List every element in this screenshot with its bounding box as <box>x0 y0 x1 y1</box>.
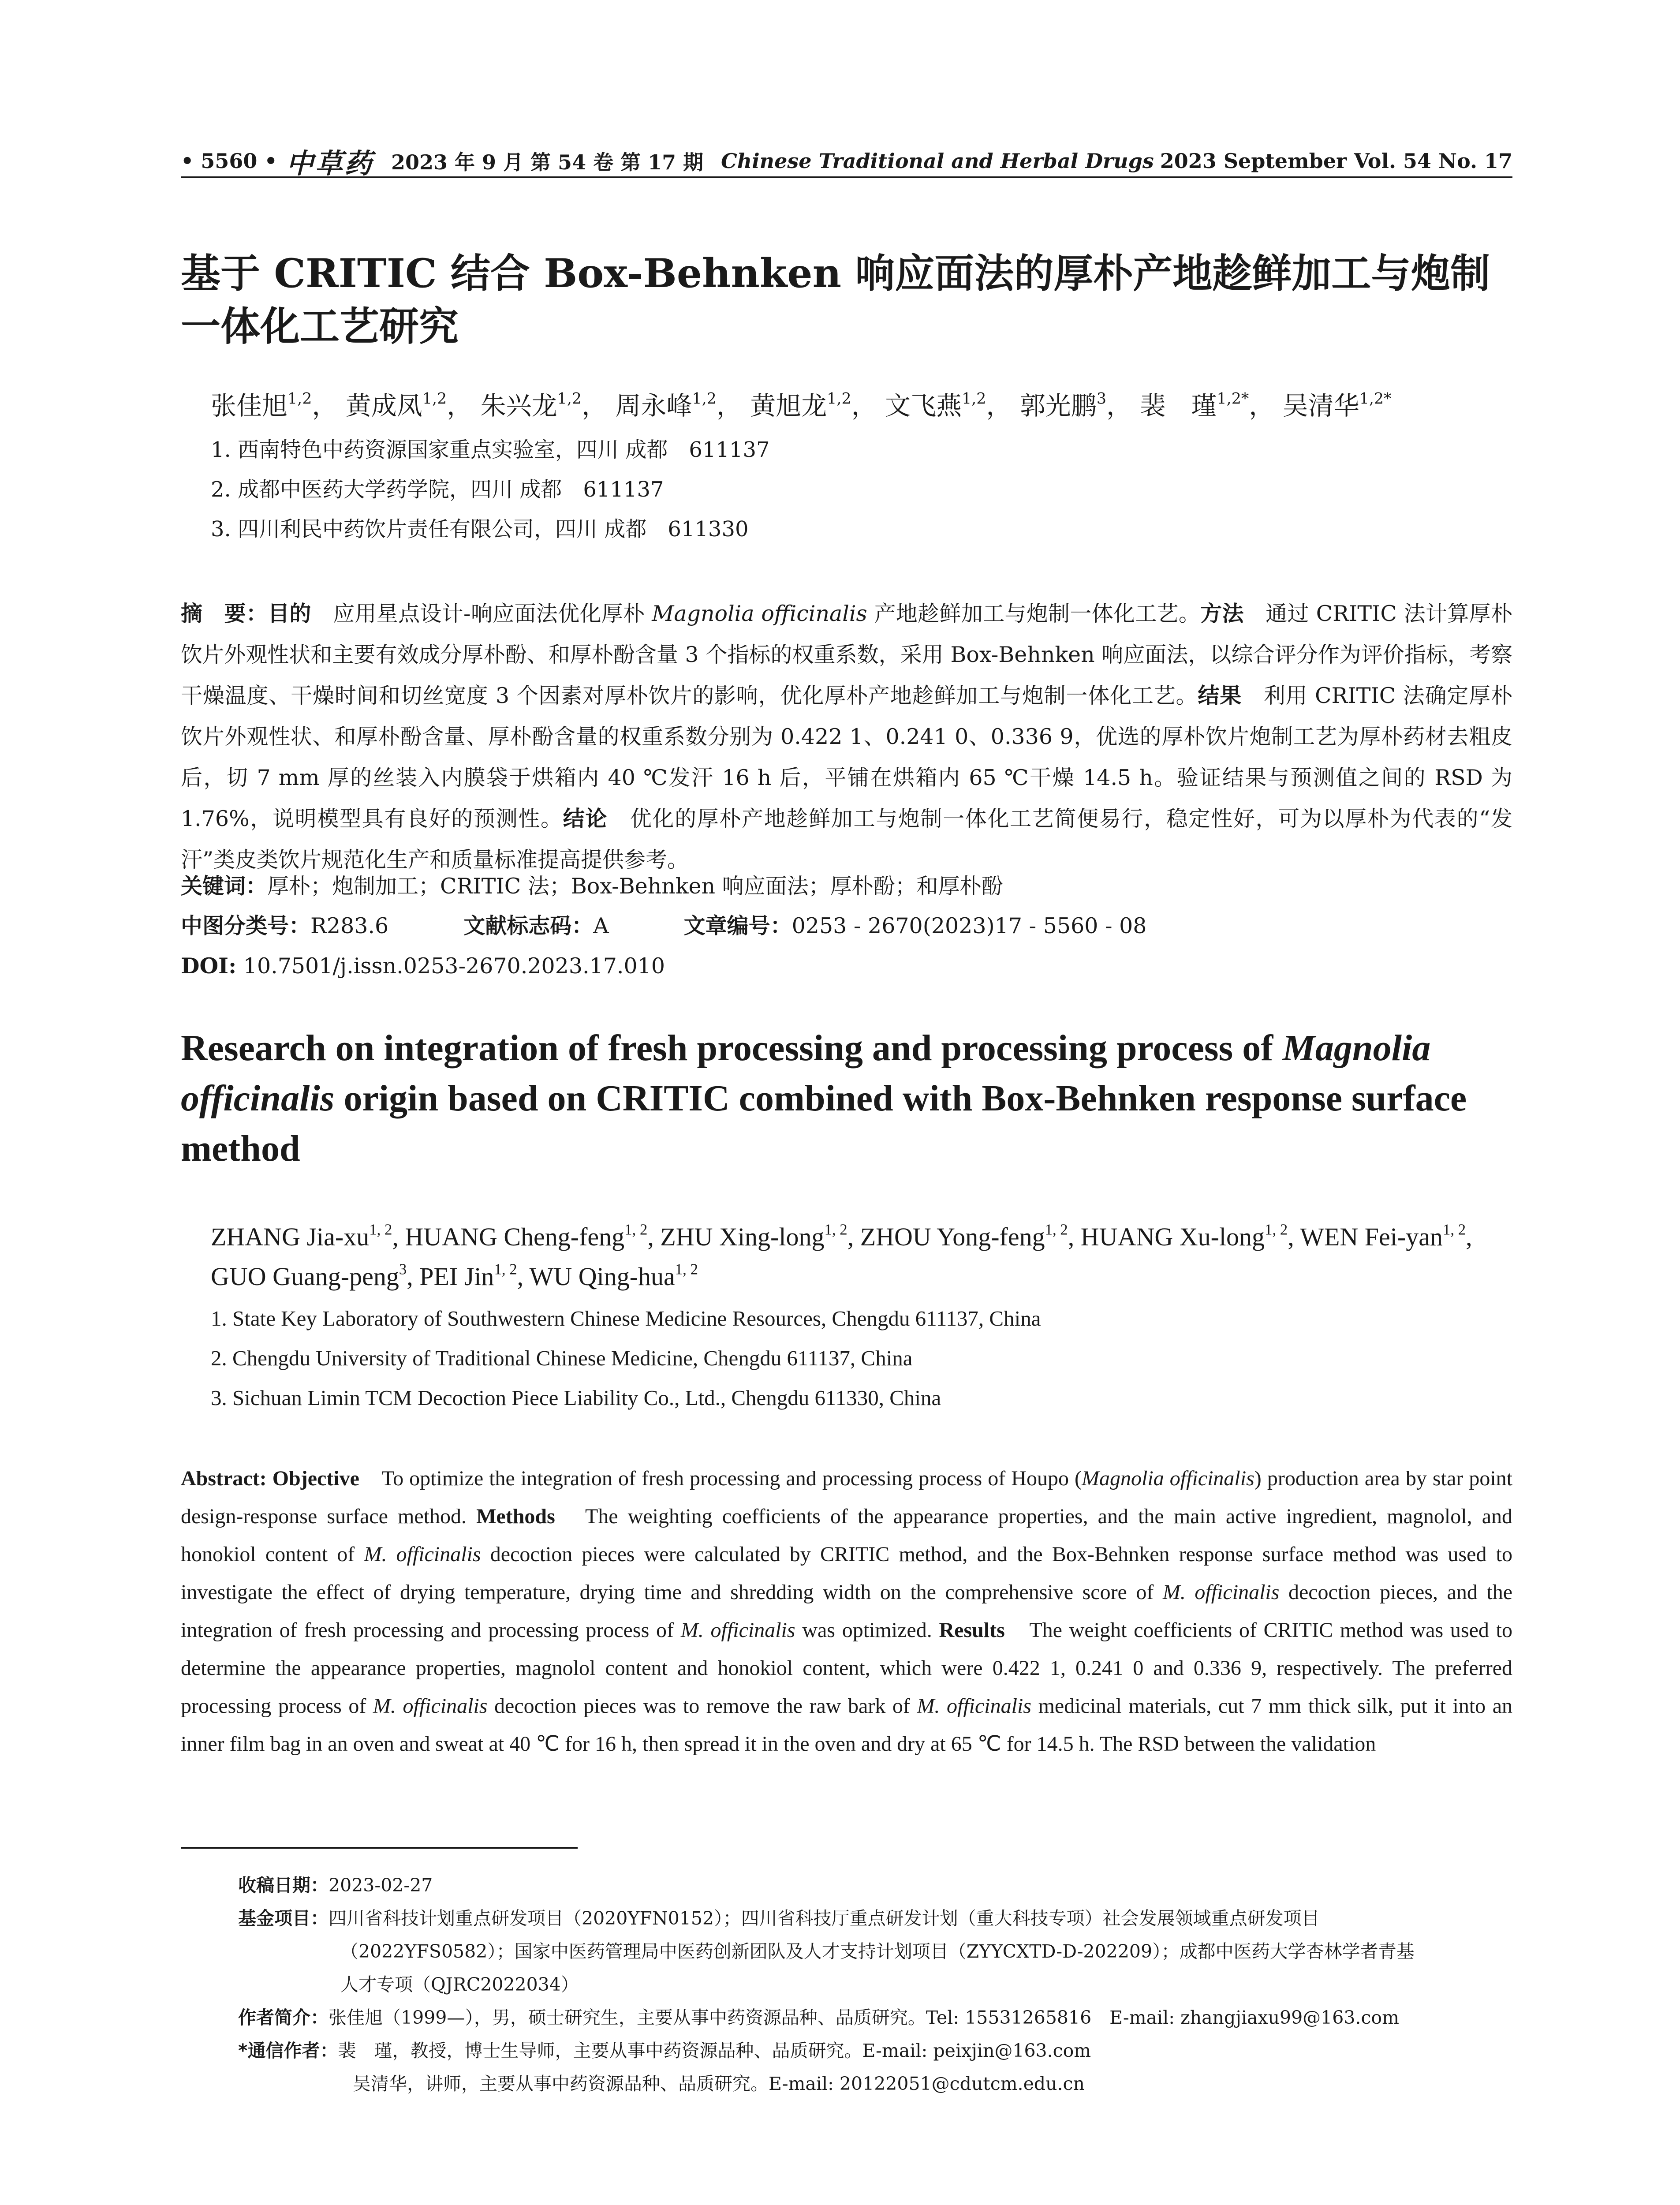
methods-cn-text: 通过 CRITIC 法计算厚朴饮片外观性状和主要有效成分厚朴酚、和厚朴酚含量 3 个指标的权重系数，采用 Box-Behnken 响应面法，以综合评分作为评价指标，考察干燥温度、干燥时间和切丝宽度 3 个因素对厚朴饮片的影响，优化厚朴产地趁鲜加工与炮制一体化工艺。 <box>181 601 1512 708</box>
footnote-corresponding: *通信作者：裴 瑾，教授，博士生导师，主要从事中药资源品种、品质研究。E-mail: peixjin@163.com <box>238 2040 1091 2061</box>
affiliation-cn: 1. 西南特色中药资源国家重点实验室，四川 成都 611137 <box>211 437 770 462</box>
footnote-corresponding-cont: 吴清华，讲师，主要从事中药资源品种、品质研究。E-mail: 20122051@cdutcm.edu.cn <box>353 2073 1085 2094</box>
conclusion-cn-label: 结论 <box>563 806 608 831</box>
author-cn: 黄旭龙$^{1,2}$， <box>750 390 877 421</box>
footnote-rule <box>181 1847 578 1849</box>
methods-cn-label: 方法 <box>1200 601 1244 626</box>
title-cn: 基于 CRITIC 结合 Box-Behnken 响应面法的厚朴产地趁鲜加工与炮制一体化工艺研究 <box>181 250 1490 350</box>
journal-logo: 中草药 <box>286 147 373 179</box>
author-en: HUANG Cheng-feng$^{1, 2}$, <box>405 1221 661 1251</box>
affiliation-cn: 3. 四川利民中药饮片责任有限公司，四川 成都 611330 <box>211 517 749 542</box>
doi-link[interactable]: 10.7501/j.issn.0253-2670.2023.17.010 <box>243 953 665 979</box>
results-cn-text: 利用 CRITIC 法确定厚朴饮片外观性状、和厚朴酚含量、厚朴酚含量的权重系数分别为 0.422 1、0.241 0、0.336 9，优选的厚朴饮片炮制工艺为厚朴药材去粗皮后，切 7 mm 厚的丝装入内膜袋于烘箱内 40 ℃发汗 16 h 后，平铺在烘箱内 65 ℃干燥 14.5 h。验证结果与预测值之间的 RSD 为 1.76%，说明模型具有良好的预测性。 <box>181 683 1512 831</box>
document-code: A <box>593 913 609 938</box>
objective-en-label: Objective <box>272 1467 359 1490</box>
affiliation-en: 2. Chengdu University of Traditional Chinese Medicine, Chengdu 611137, China <box>211 1346 913 1370</box>
abstract-cn: 摘 要：目的 应用星点设计-响应面法优化厚朴 Magnolia officinalis 产地趁鲜加工与炮制一体化工艺。方法 通过 CRITIC 法计算厚朴饮片外观性状和主要有效成分厚朴酚、和厚朴酚含量 3 个指标的权重系数，采用 Box-Behnken 响应面法，以综合评分作为评价指标，考察干燥温度、干燥时间和切丝宽度 3 个因素对厚朴饮片的影响，优化厚朴产地趁鲜加工与炮制一体化工艺。结果 利用 CRITIC 法确定厚朴饮片外观性状、和厚朴酚含量、厚朴酚含量的权重系数分别为 0.422 1、0.241 0、0.336 9，优选的厚朴饮片炮制工艺为厚朴药材去粗皮后，切 7 mm 厚的丝装入内膜袋于烘箱内 40 ℃发汗 16 h 后，平铺在烘箱内 65 ℃干燥 14.5 h。验证结果与预测值之间的 RSD 为 1.76%，说明模型具有良好的预测性。结论 优化的厚朴产地趁鲜加工与炮制一体化工艺简便易行，稳定性好，可为以厚朴为代表的“发汗”类皮类饮片规范化生产和质量标准提高提供参考。 <box>181 601 1512 872</box>
keywords-label: 关键词： <box>181 874 268 899</box>
author-cn: 张佳旭$^{1,2}$， <box>211 390 338 421</box>
objective-cn-label: 目的 <box>268 601 311 626</box>
title-en: Research on integration of fresh processing and processing process of Magnolia officinalis origin based on CRITIC combined with Box-Behnken response surface method <box>181 1028 1467 1169</box>
footnote-fund-cont: 人才专项（QJRC2022034） <box>340 1974 579 1995</box>
methods-en-label: Methods <box>476 1505 555 1528</box>
author-en: WEN Fei-yan$^{1, 2}$, <box>1300 1221 1472 1251</box>
author-cn: 黄成凤$^{1,2}$， <box>345 390 473 421</box>
footnote-fund-cont: （2022YFS0582）；国家中医药管理局中医药创新团队及人才支持计划项目（ZYYCXTD-D-202209）；成都中医药大学杏林学者青基 <box>340 1941 1415 1962</box>
author-en: ZHU Xing-long$^{1, 2}$, <box>660 1221 860 1251</box>
author-en: WU Qing-hua$^{1, 2}$ <box>529 1260 698 1291</box>
author-en: GUO Guang-peng$^3$, <box>211 1260 420 1291</box>
author-cn: 朱兴龙$^{1,2}$， <box>480 390 607 421</box>
abstract-cn-label: 摘 要： <box>181 601 268 626</box>
results-en-label: Results <box>939 1618 1005 1642</box>
author-cn: 吴清华$^{1,2*}$ <box>1282 390 1392 421</box>
doi-line <box>181 948 1512 984</box>
footnote-fund: 基金项目：四川省科技计划重点研发项目（2020YFN0152）；四川省科技厅重点研发计划（重大科技专项）社会发展领域重点研发项目 <box>238 1908 1320 1929</box>
abstract-en: Abstract: Objective To optimize the integration of fresh processing and processing process of Houpo (Magnolia officinalis) production area by star point design-response surface method. Methods The weighting coefficients of the appearance properties, and the main active ingredient, magnolol, and honokiol content of M. officinalis decoction pieces were calculated by CRITIC method, and the Box-Behnken response surface method was used to investigate the effect of drying temperature, drying time and shredding width on the comprehensive score of M. officinalis decoction pieces, and the integration of fresh processing and processing process of M. officinalis was optimized. Results The weight coefficients of CRITIC method was used to determine the appearance properties, magnolol content and honokiol content, which were 0.422 1, 0.241 0 and 0.336 9, respectively. The preferred processing process of M. officinalis decoction pieces was to remove the raw bark of M. officinalis medicinal materials, cut 7 mm thick silk, put it into an inner film bag in an oven and sweat at 40 ℃ for 16 h, then spread it in the oven and dry at 65 ℃ for 14.5 h. The RSD between the validation <box>181 1467 1513 1756</box>
affiliation-en: 1. State Key Laboratory of Southwestern Chinese Medicine Resources, Chengdu 611137, China <box>211 1306 1041 1330</box>
footnote-received: 收稿日期：2023-02-27 <box>238 1875 433 1896</box>
page-number: • 5560 • <box>181 149 277 173</box>
doi-label: DOI: <box>181 953 237 979</box>
latin-name: Magnolia officinalis <box>652 601 867 626</box>
results-cn-label: 结果 <box>1198 683 1242 708</box>
journal-name-en: Chinese Traditional and Herbal Drugs <box>721 149 1154 173</box>
author-cn: 郭光鹏$^3$， <box>1019 390 1132 421</box>
footnote-author-bio: 作者简介：张佳旭（1999—），男，硕士研究生，主要从事中药资源品种、品质研究。Tel: 15531265816 E-mail: zhangjiaxu99@163.com <box>238 2007 1399 2028</box>
objective-cn-text: 应用星点设计-响应面法优化厚朴 <box>333 601 652 626</box>
author-en: HUANG Xu-long$^{1, 2}$, <box>1080 1221 1300 1251</box>
author-cn: 文飞燕$^{1,2}$， <box>885 390 1012 421</box>
affiliation-en: 3. Sichuan Limin TCM Decoction Piece Liability Co., Ltd., Chengdu 611330, China <box>211 1386 941 1410</box>
authors-cn <box>211 388 1512 423</box>
affiliation-cn: 2. 成都中医药大学药学院，四川 成都 611137 <box>211 477 664 502</box>
issue-en: 2023 September Vol. 54 No. 17 <box>1160 149 1512 173</box>
keywords <box>181 869 1512 904</box>
keywords-text: 厚朴；炮制加工；CRITIC 法；Box-Behnken 响应面法；厚朴酚；和厚朴酚 <box>267 874 1003 899</box>
running-header <box>181 141 1512 181</box>
article-number: 0253 - 2670(2023)17 - 5560 - 08 <box>791 913 1147 938</box>
issue-cn: 2023 年 9 月 第 54 卷 第 17 期 <box>391 150 704 174</box>
author-en: ZHANG Jia-xu$^{1, 2}$, <box>211 1221 405 1251</box>
classification-line: 中图分类号：R283.6 文献标志码：A 文章编号：0253 - 2670(2023)17 - 5560 - 08 <box>181 913 1147 938</box>
conclusion-cn-text: 优化的厚朴产地趁鲜加工与炮制一体化工艺简便易行，稳定性好，可为以厚朴为代表的“发汗”类皮类饮片规范化生产和质量标准提高提供参考。 <box>181 806 1512 872</box>
author-cn: 周永峰$^{1,2}$， <box>615 390 742 421</box>
header-rule <box>181 176 1512 178</box>
clc-code: R283.6 <box>310 913 389 938</box>
abstract-en-label: Abstract: <box>181 1467 267 1490</box>
author-en: PEI Jin$^{1, 2}$, <box>419 1260 530 1291</box>
author-cn: 裴 瑾$^{1,2*}$， <box>1140 390 1275 421</box>
author-en: ZHOU Yong-feng$^{1, 2}$, <box>860 1221 1081 1251</box>
authors-en <box>211 1217 1512 1297</box>
